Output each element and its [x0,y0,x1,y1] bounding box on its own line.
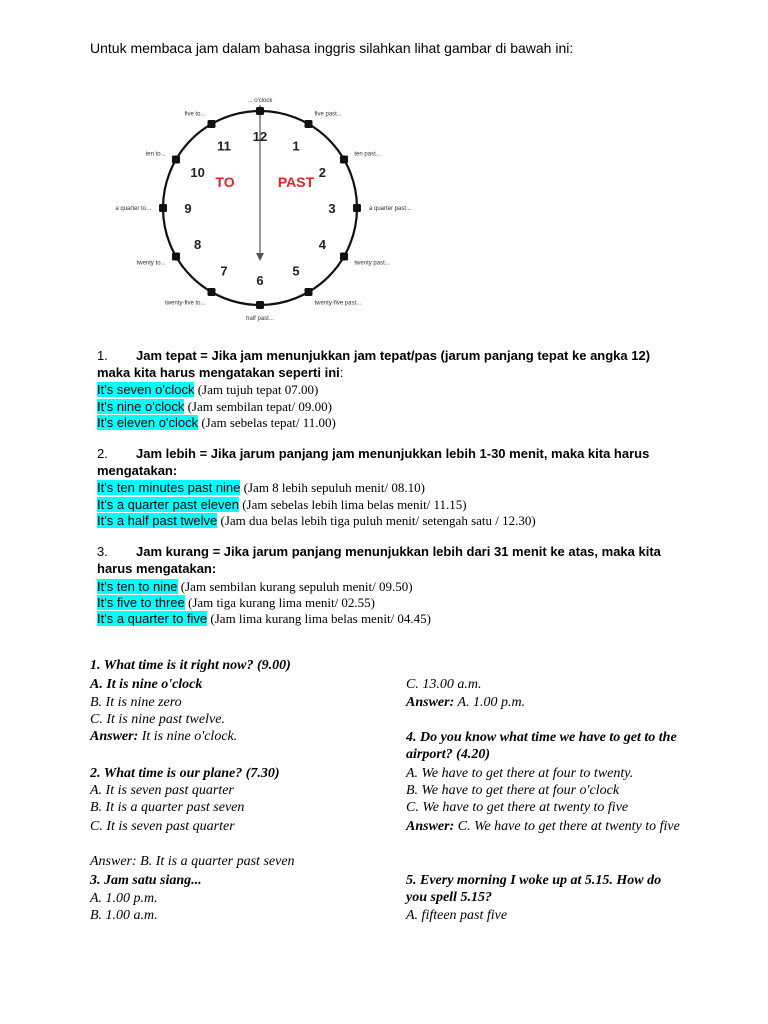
hour-marker [256,107,264,115]
answer-label: Answer: [406,819,455,834]
clock-number: 3 [328,201,336,216]
q1-option-a: A. It is nine o'clock [90,677,203,692]
q5-option-a: A. fifteen past five [406,908,508,923]
clock-number: 8 [193,237,202,252]
example-english: It's a quarter past eleven [97,497,239,512]
section-2-example-3 [97,512,536,530]
section-2-number: 2. [97,446,108,461]
hour-marker [172,156,180,164]
answer-label: Answer: [90,729,139,744]
section-1-example-3 [97,414,336,432]
example-indonesian: (Jam sembilan kurang sepuluh menit/ 09.50) [177,579,413,594]
section-3-example-3 [97,610,431,628]
section-1-heading-text: Jam tepat = Jika jam menunjukkan jam tepat/pas (jarum panjang tepat ke angka 12) maka kita harus mengatakan seperti ini [97,348,651,380]
example-english: It's seven o'clock [97,382,195,397]
q4-option-b: B. We have to get there at four o'clock [406,783,620,798]
q2-title: 2. What time is our plane? (7.30) [90,766,280,781]
clock-edge-label: twenty to... [136,260,166,267]
intro-text: Untuk membaca jam dalam bahasa inggris silahkan lihat gambar di bawah ini: [90,40,574,56]
example-indonesian: (Jam sebelas tepat/ 11.00) [198,415,336,430]
hour-marker [172,253,180,261]
clock-number: 10 [190,165,205,180]
example-indonesian: (Jam lima kurang lima belas menit/ 04.45) [207,611,431,626]
clock-number: 9 [184,201,192,216]
q2-option-c: C. It is seven past quarter [90,819,235,834]
clock-edge-label: ten past... [354,151,381,158]
hour-marker [208,288,216,296]
hour-marker [208,120,216,128]
q4-title: 4. Do you know what time we have to get to the airport? (4.20) [406,730,677,762]
example-english: It's nine o'clock [97,399,185,414]
past-label: PAST [277,174,315,190]
hour-marker [305,288,313,296]
q1-title: 1. What time is it right now? (9.00) [90,658,291,673]
clock-number: 6 [256,273,264,288]
clock-hand-arrow [256,253,264,261]
section-2-heading-text: Jam lebih = Jika jarum panjang jam menunjukkan lebih 1-30 menit, maka kita harus mengatakan: [97,446,650,478]
section-3-heading [97,543,677,577]
clock-edge-label: a quarter past... [369,206,412,212]
q2-option-a: A. It is seven past quarter [90,783,234,798]
q3-option-b: B. 1.00 a.m. [90,908,158,923]
example-english: It's ten minutes past nine [97,480,241,495]
hour-marker [256,301,264,309]
hour-marker [353,204,361,212]
to-label: TO [215,174,235,190]
example-indonesian: (Jam tiga kurang lima menit/ 02.55) [184,595,376,610]
clock-edge-label: five to... [184,111,206,118]
q3-option-c: C. 13.00 a.m. [406,677,482,692]
clock-svg [98,60,438,322]
section-1-example-1 [97,381,318,399]
answer-text: It is nine o'clock. [138,729,238,744]
q2-answer: Answer: B. It is a quarter past seven [90,854,295,869]
clock-edge-label: twenty past... [354,260,390,267]
section-3-heading-text: Jam kurang = Jika jarum panjang menunjukkan lebih dari 31 menit ke atas, maka kita harus mengatakan: [97,544,661,576]
example-english: It's ten to nine [97,579,178,594]
clock-edge-label: a quarter to... [115,206,151,212]
example-indonesian: (Jam dua belas lebih tiga puluh menit/ setengah satu / 12.30) [217,513,536,528]
answer-label: Answer: [406,695,455,710]
example-indonesian: (Jam sembilan tepat/ 09.00) [184,399,333,414]
hour-marker [340,156,348,164]
example-english: It's eleven o'clock [97,415,199,430]
clock-edge-label: ... o'clock [247,98,273,104]
hour-marker [305,120,313,128]
q3-option-a: A. 1.00 p.m. [90,891,158,906]
q1-answer [90,728,237,745]
clock-number: 7 [220,263,228,279]
section-2-heading [97,445,677,479]
clock-number: 2 [318,165,327,180]
section-3-number: 3. [97,544,108,559]
clock-edge-label: five past... [314,111,342,118]
clock-edge-label: half past... [246,316,274,322]
clock-edge-label: twenty-five to... [165,300,206,307]
example-indonesian: (Jam tujuh tepat 07.00) [194,382,319,397]
clock-number: 4 [318,237,327,252]
q2-option-b: B. It is a quarter past seven [90,800,245,815]
section-1-number: 1. [97,348,108,363]
section-1-heading-tail: : [339,365,344,380]
q3-answer [406,694,525,711]
example-indonesian: (Jam 8 lebih sepuluh menit/ 08.10) [240,480,425,495]
hour-marker [159,204,167,212]
example-english: It's a quarter to five [97,611,208,626]
clock-number: 5 [292,263,300,279]
section-1-heading [97,347,677,381]
clock-edge-label: ten to... [145,151,166,158]
answer-text: C. We have to get there at twenty to five [454,819,680,834]
section-2-example-1 [97,479,425,497]
q1-option-c: C. It is nine past twelve. [90,712,225,727]
hour-marker [340,253,348,261]
example-indonesian: (Jam sebelas lebih lima belas menit/ 11.15) [238,497,467,512]
clock-number: 1 [292,138,300,154]
q4-option-c: C. We have to get there at twenty to five [406,800,629,815]
clock-edge-label: twenty-five past... [314,300,362,307]
q1-option-b: B. It is nine zero [90,695,182,710]
example-english: It's five to three [97,595,185,610]
q5-title: 5. Every morning I woke up at 5.15. How do you spell 5.15? [406,873,662,905]
answer-text: A. 1.00 p.m. [454,695,526,710]
clock-number: 11 [217,138,231,154]
example-english: It's a half past twelve [97,513,218,528]
q4-answer [406,818,686,835]
q4-option-a: A. We have to get there at four to twenty. [406,766,634,781]
clock-diagram [98,60,438,322]
clock-number: 12 [252,129,268,144]
q3-title: 3. Jam satu siang... [90,873,202,888]
